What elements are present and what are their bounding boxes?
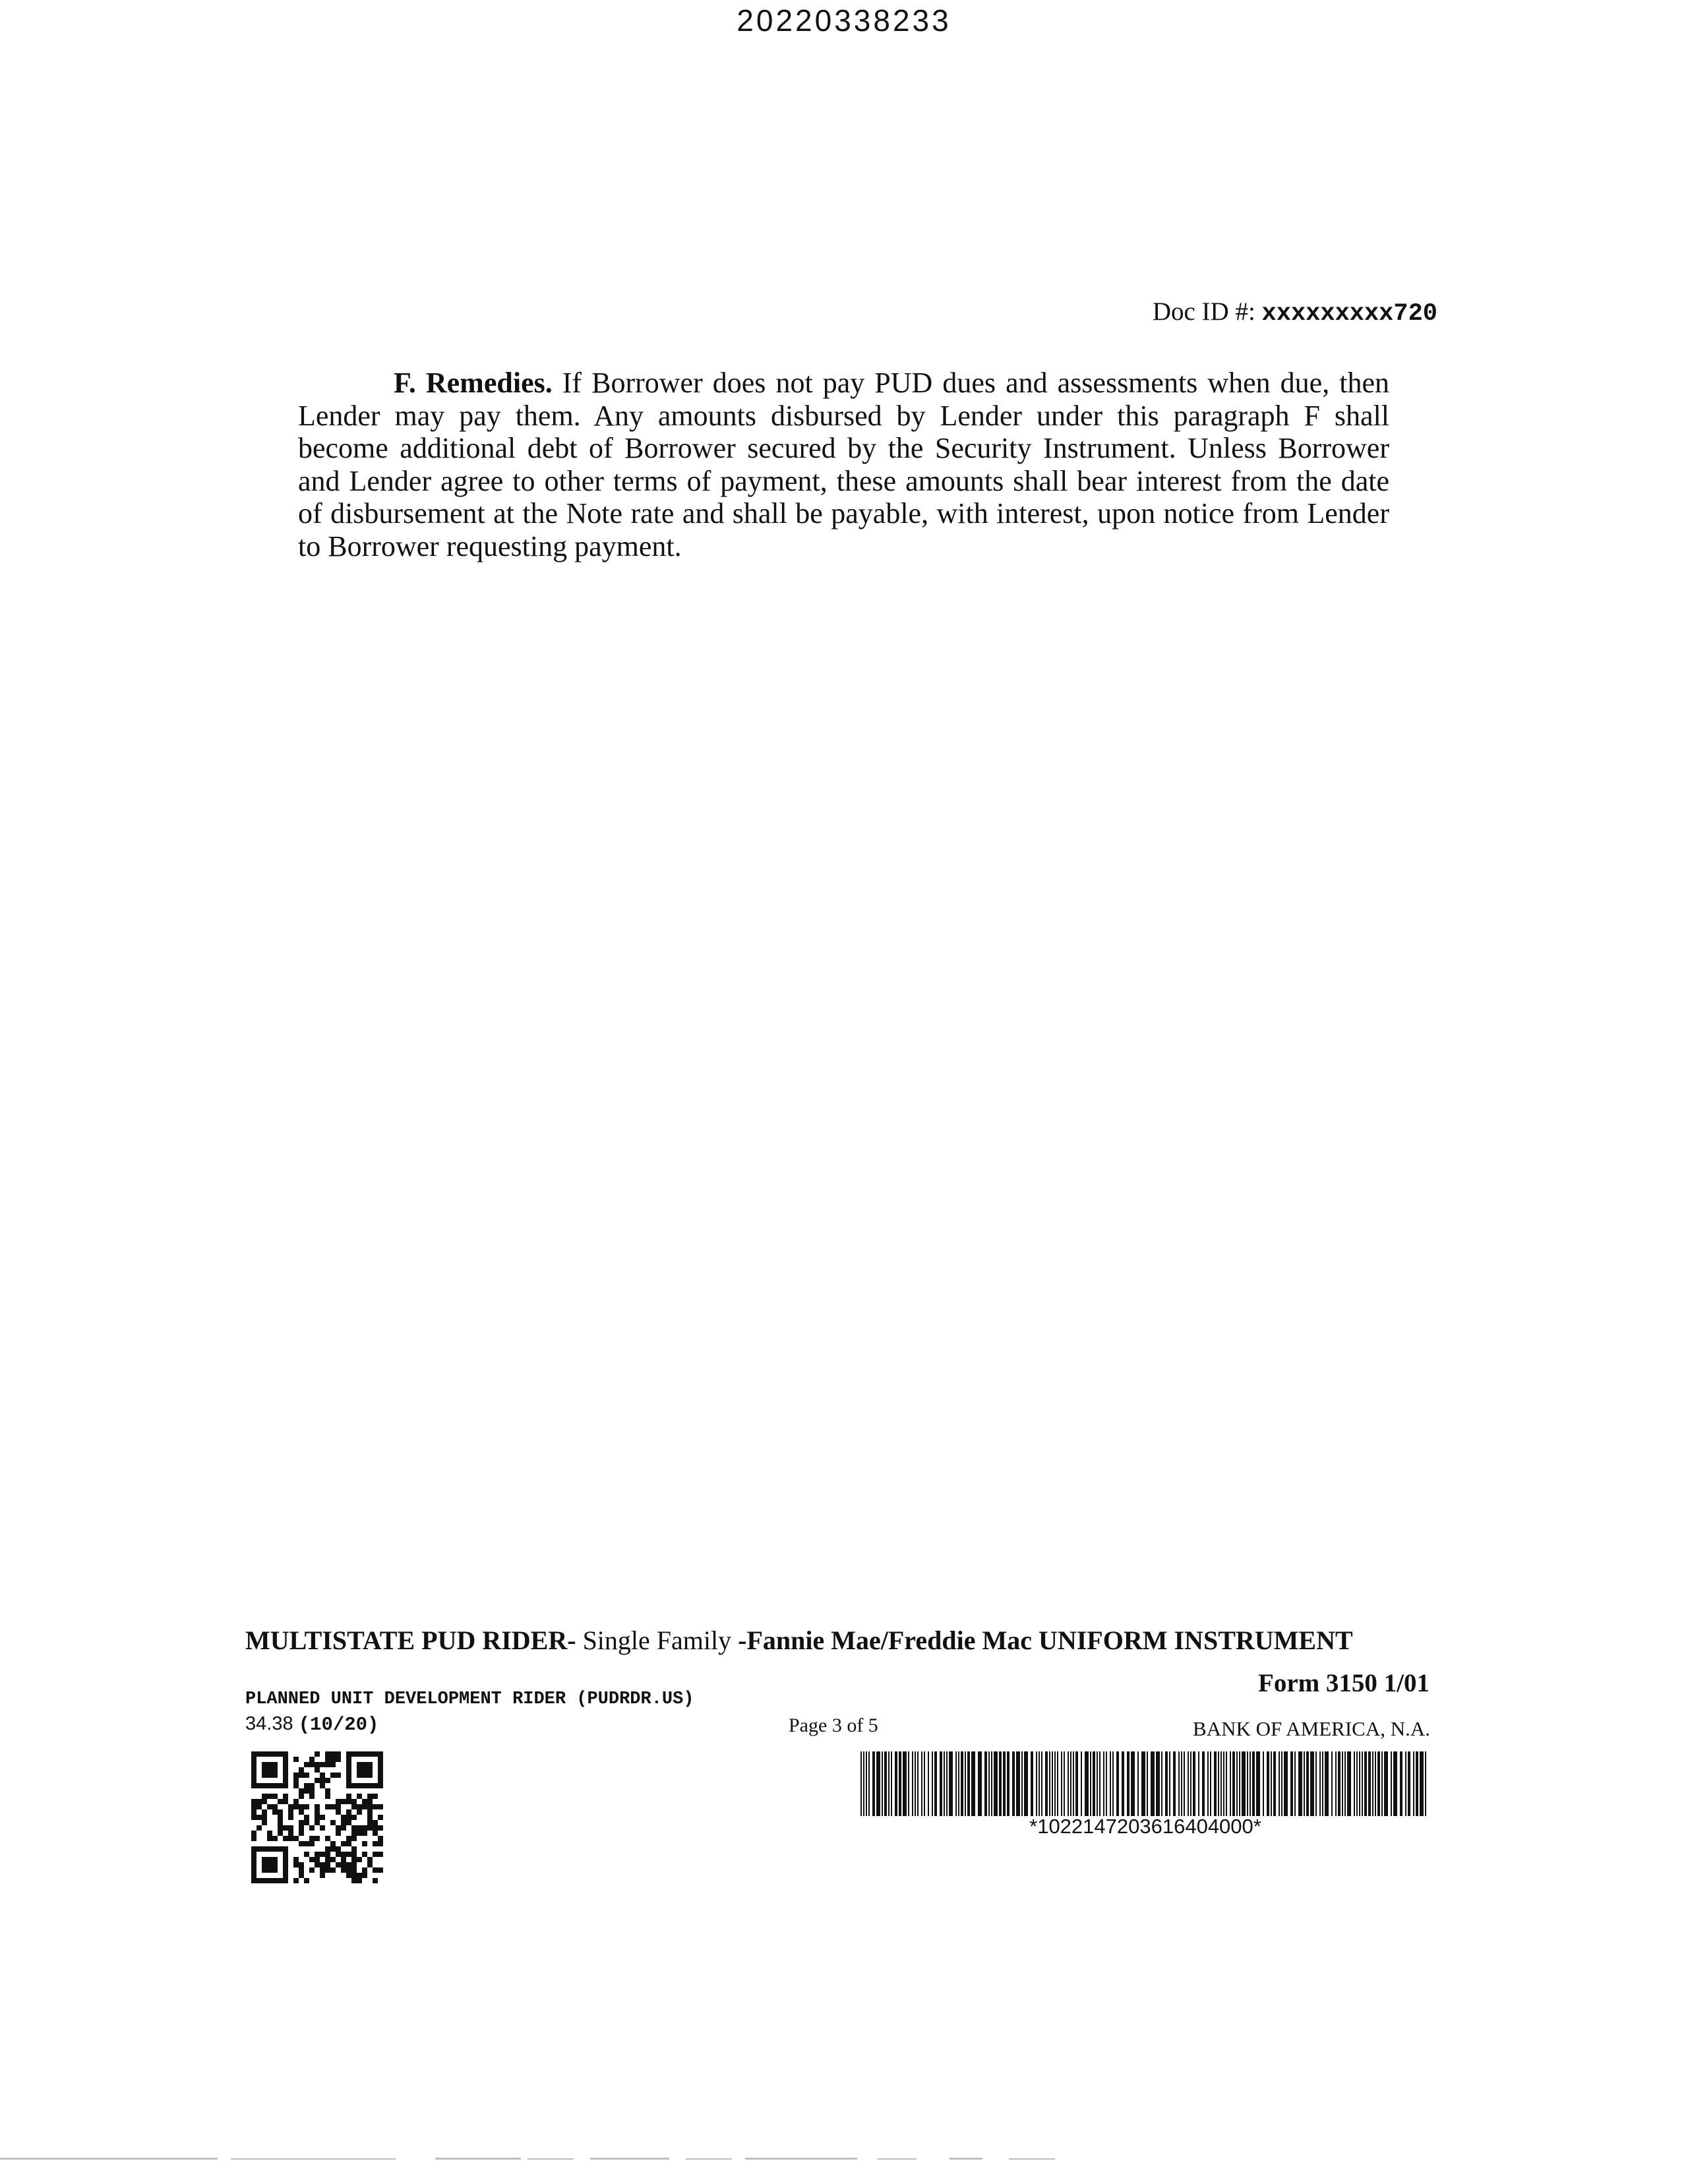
form-version-date: (10/20): [298, 1714, 379, 1736]
barcode: [860, 1751, 1430, 1816]
section-heading: F. Remedies.: [394, 367, 553, 399]
scan-edge-artifacts: [0, 2150, 1688, 2176]
doc-id-value: xxxxxxxxx720: [1261, 300, 1437, 328]
form-name: PLANNED UNIT DEVELOPMENT RIDER (PUDRDR.US): [245, 1689, 694, 1709]
doc-id-label: Doc ID #:: [1152, 297, 1255, 326]
form-version: [245, 1713, 378, 1736]
doc-id: [1153, 297, 1437, 328]
footer-title: [245, 1625, 1353, 1656]
qr-code: [251, 1751, 383, 1883]
footer-title-part3: -Fannie Mae/Freddie Mac UNIFORM INSTRUMENT: [738, 1625, 1353, 1655]
form-version-number: 34.38: [245, 1713, 299, 1734]
footer-title-part2: Single Family: [576, 1625, 738, 1655]
page-number: Page 3 of 5: [789, 1714, 878, 1736]
barcode-text: *1022147203616404000*: [1029, 1815, 1261, 1838]
recording-number: 20220338233: [737, 3, 951, 38]
footer-title-part1: MULTISTATE PUD RIDER-: [245, 1625, 576, 1655]
lender-name: BANK OF AMERICA, N.A.: [1193, 1717, 1430, 1740]
form-number: Form 3150 1/01: [1258, 1669, 1430, 1697]
section-text: If Borrower does not pay PUD dues and assessments when due, then Lender may pay them. Any amounts disbursed by Lender under this paragraph F shall become additional debt of Borrower secured by the Security Instrument. Unless Borrower and Lender agree to other terms of payment, these amounts shall bear interest from the date of disbursement at the Note rate and shall be payable, with interest, upon notice from Lender to Borrower requesting payment.: [298, 367, 1390, 562]
remedies-paragraph: [298, 367, 1389, 562]
